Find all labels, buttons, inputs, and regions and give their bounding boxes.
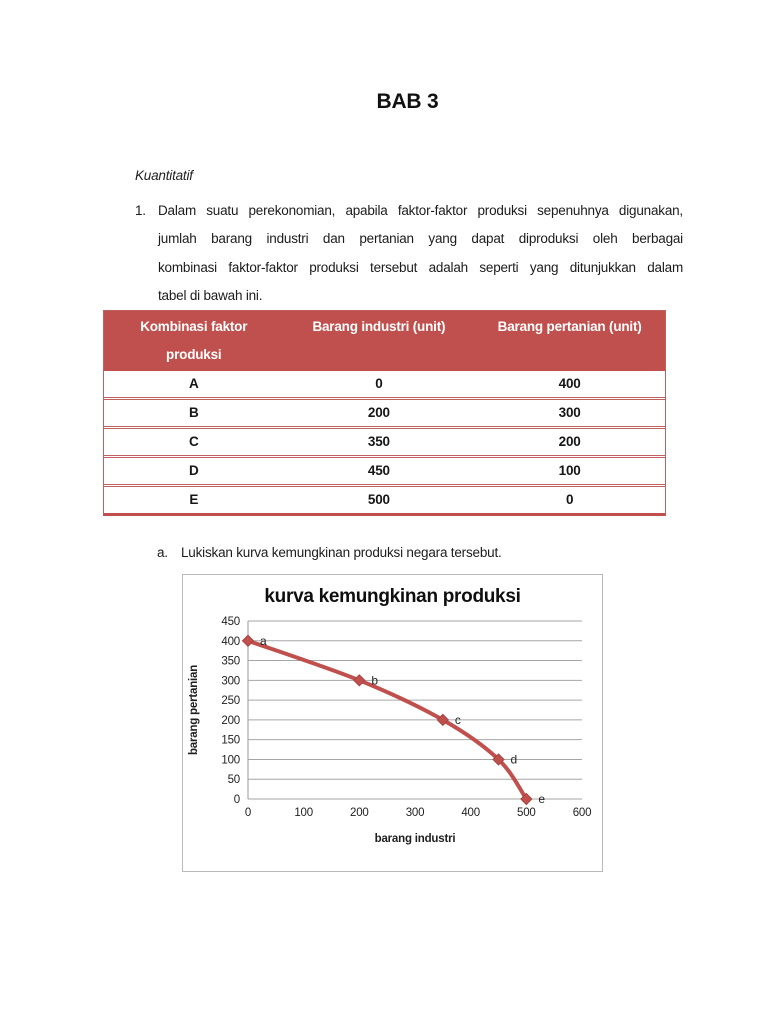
item-1-paragraph <box>158 197 683 310</box>
svg-text:400: 400 <box>461 807 480 819</box>
svg-text:b: b <box>371 673 378 688</box>
svg-text:400: 400 <box>221 635 240 648</box>
item-a-text: Lukiskan kurva kemungkinan produksi negara tersebut. <box>181 545 502 560</box>
svg-text:100: 100 <box>294 807 313 819</box>
paragraph-line: kombinasi faktor-faktor produksi tersebut adalah seperti yang ditunjukkan dalam <box>158 259 683 275</box>
table-cell: D <box>188 463 199 478</box>
svg-text:200: 200 <box>350 807 369 819</box>
svg-text:0: 0 <box>244 807 252 819</box>
production-table <box>103 310 666 516</box>
svg-text:600: 600 <box>572 807 592 819</box>
svg-text:450: 450 <box>221 616 240 628</box>
svg-text:300: 300 <box>221 675 240 688</box>
table-header-row <box>104 311 665 371</box>
paragraph-line: Dalam suatu perekonomian, apabila faktor-faktor produksi sepenuhnya digunakan, <box>158 203 683 218</box>
section-label: Kuantitatif <box>135 168 193 183</box>
svg-text:150: 150 <box>221 734 240 747</box>
list-letter: a. <box>157 545 168 560</box>
table-row <box>104 371 665 400</box>
table-cell: 450 <box>367 463 390 478</box>
table-header-cell: Barang pertanian (unit) <box>497 319 642 334</box>
svg-text:0: 0 <box>233 794 240 806</box>
svg-text:c: c <box>454 712 461 727</box>
svg-text:d: d <box>510 752 517 767</box>
page-title: BAB 3 <box>376 90 439 113</box>
svg-text:e: e <box>538 792 545 806</box>
numbered-item-1 <box>135 197 683 310</box>
table-cell: 200 <box>367 405 390 420</box>
table-header-cell: Kombinasi faktor produksi <box>140 319 248 362</box>
table-cell: 500 <box>367 492 390 507</box>
production-possibility-chart <box>182 574 603 872</box>
svg-text:a: a <box>260 633 267 648</box>
svg-text:100: 100 <box>221 754 240 767</box>
table-row <box>104 400 665 429</box>
svg-text:barang pertanian: barang pertanian <box>188 664 200 756</box>
svg-text:300: 300 <box>405 807 425 819</box>
table-cell: A <box>188 376 199 391</box>
table-row <box>104 429 665 458</box>
table-header-cell: Barang industri (unit) <box>312 319 446 334</box>
chart-title: kurva kemungkinan produksi <box>264 586 521 607</box>
list-number: 1. <box>135 203 146 218</box>
svg-text:200: 200 <box>221 714 240 727</box>
table-cell: 350 <box>367 434 390 449</box>
table-row <box>104 458 665 487</box>
paragraph-line: jumlah barang industri dan pertanian yang dapat diproduksi oleh berbagai <box>158 231 683 247</box>
svg-text:50: 50 <box>227 774 240 787</box>
table-cell: E <box>189 492 199 507</box>
table-cell: C <box>188 434 199 449</box>
table-row <box>104 487 665 513</box>
svg-text:250: 250 <box>221 695 240 708</box>
table-cell: 100 <box>558 463 581 478</box>
paragraph-line: tabel di bawah ini. <box>158 287 263 303</box>
table-cell: 200 <box>558 434 581 449</box>
table-cell: 300 <box>558 405 581 420</box>
table-cell: 400 <box>558 376 581 391</box>
table-cell: 0 <box>565 492 574 507</box>
table-cell: 0 <box>375 376 383 391</box>
svg-text:barang industri: barang industri <box>374 833 456 845</box>
lettered-item-a <box>157 545 502 560</box>
table-cell: B <box>188 405 199 420</box>
line-chart-svg <box>183 611 602 857</box>
chart-plot-area <box>183 611 602 857</box>
svg-text:350: 350 <box>221 655 240 668</box>
svg-text:500: 500 <box>517 807 536 819</box>
